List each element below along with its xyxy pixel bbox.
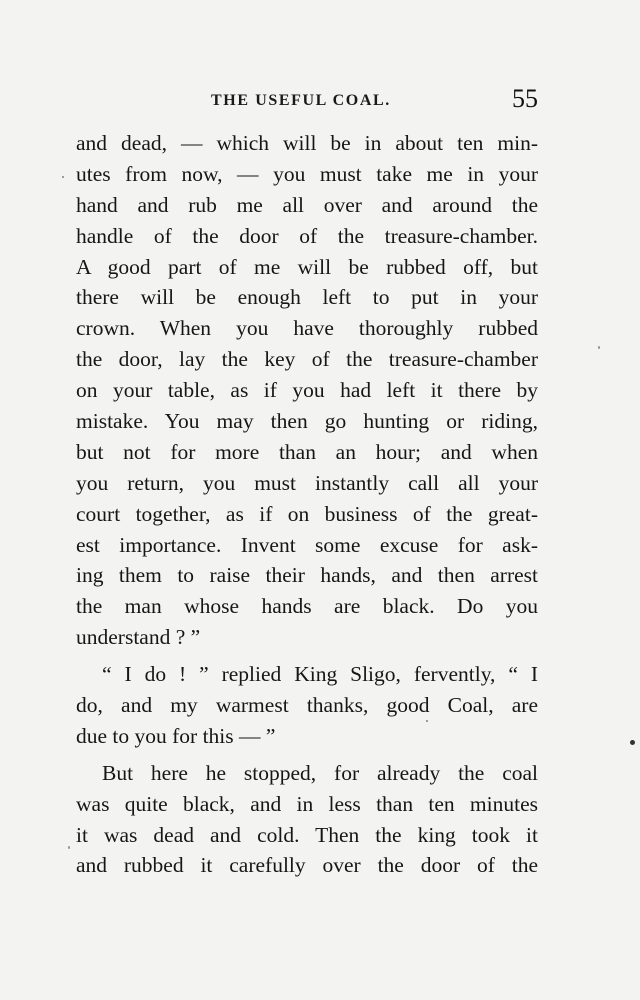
text-line: utes from now, — you must take me in your [76,161,538,186]
scan-speck [630,740,635,745]
text-line: on your table, as if you had left it there by [76,378,538,403]
text-line: A good part of me will be rubbed off, but [76,254,538,279]
running-head [76,84,538,116]
text-line: you return, you must instantly call all your [76,470,538,495]
text-line: was quite black, and in less than ten minutes [76,791,538,816]
text-line: there will be enough left to put in your [76,285,538,310]
text-line: and dead, — which will be in about ten min- [76,131,538,155]
scan-speck [62,176,64,178]
text-line: But here he stopped, for already the coal [102,760,538,785]
paragraph [76,758,538,882]
text-line: and rubbed it carefully over the door of the [76,853,538,878]
body-text [76,128,538,881]
text-line: mistake. You may then go hunting or riding, [76,409,538,434]
text-line: the door, lay the key of the treasure-chamber [76,347,538,372]
text-line: the man whose hands are black. Do you [76,594,538,619]
text-line: est importance. Invent some excuse for ask- [76,532,538,557]
paragraph [76,659,538,752]
text-line: court together, as if on business of the great- [76,501,538,526]
text-line: crown. When you have thoroughly rubbed [76,316,538,341]
running-title: THE USEFUL COAL. [211,92,391,109]
page-number: 55 [512,84,538,113]
scan-speck [598,346,600,349]
text-line: understand ? ” [76,625,201,650]
paragraph [76,128,538,653]
scan-speck [68,846,70,849]
text-line: due to you for this — ” [76,723,276,748]
text-line: “ I do ! ” replied King Sligo, fervently, “ I [102,662,538,687]
text-line: but not for more than an hour; and when [76,439,538,464]
text-line: it was dead and cold. Then the king took it [76,822,538,847]
text-line: hand and rub me all over and around the [76,192,538,217]
text-line: ing them to raise their hands, and then arrest [76,563,538,588]
text-line: handle of the door of the treasure-chamber. [76,223,538,248]
text-line: do, and my warmest thanks, good Coal, are [76,693,538,718]
scan-speck [426,720,428,722]
